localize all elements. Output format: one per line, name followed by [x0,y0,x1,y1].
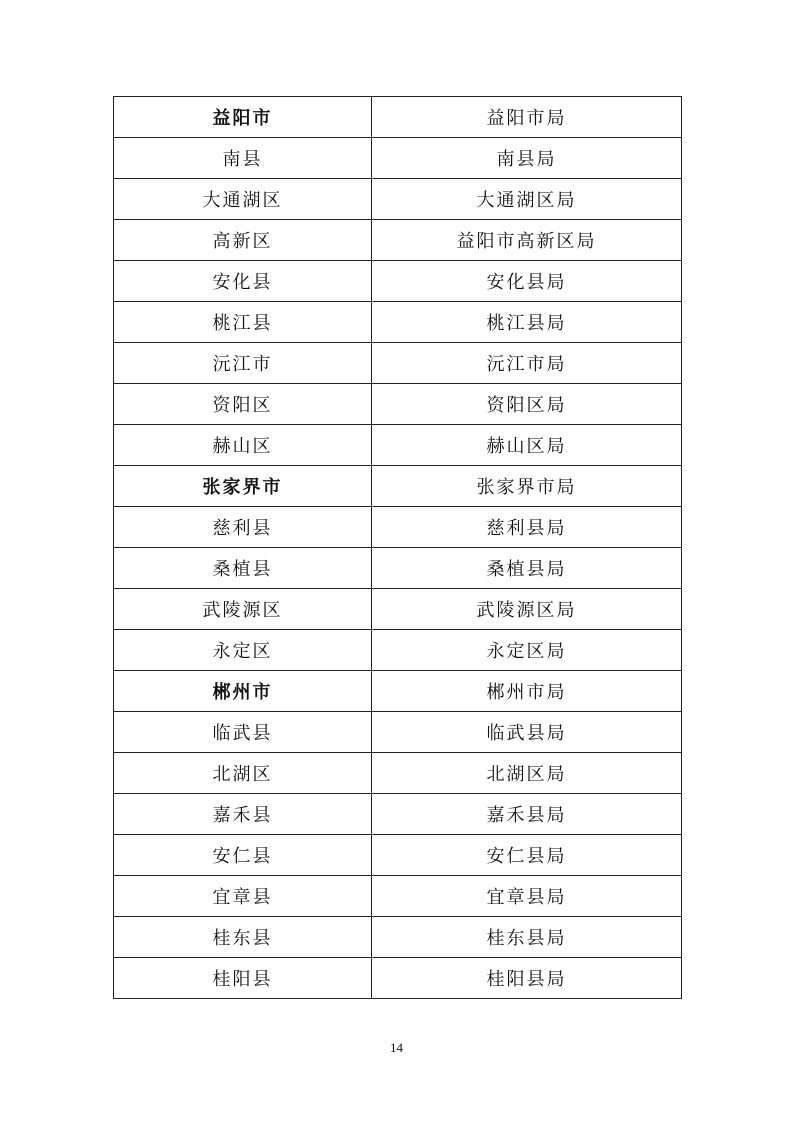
office-name-cell: 沅江市局 [372,343,682,384]
region-office-table [113,96,682,999]
office-name-cell: 郴州市局 [372,671,682,712]
region-name-cell: 桃江县 [114,302,372,343]
office-name-cell: 赫山区局 [372,425,682,466]
region-name-cell: 赫山区 [114,425,372,466]
office-name-cell: 嘉禾县局 [372,794,682,835]
table-row [114,466,682,507]
office-name-cell: 永定区局 [372,630,682,671]
city-name-cell: 张家界市 [114,466,372,507]
table-row [114,302,682,343]
office-name-cell: 桃江县局 [372,302,682,343]
table-row [114,671,682,712]
table-row [114,835,682,876]
office-name-cell: 桂阳县局 [372,958,682,999]
table-row [114,138,682,179]
region-name-cell: 慈利县 [114,507,372,548]
city-name-cell: 郴州市 [114,671,372,712]
table-row [114,876,682,917]
region-name-cell: 桂阳县 [114,958,372,999]
region-name-cell: 安仁县 [114,835,372,876]
office-name-cell: 北湖区局 [372,753,682,794]
office-name-cell: 资阳区局 [372,384,682,425]
region-name-cell: 高新区 [114,220,372,261]
region-name-cell: 宜章县 [114,876,372,917]
region-name-cell: 大通湖区 [114,179,372,220]
office-name-cell: 南县局 [372,138,682,179]
table-row [114,958,682,999]
office-name-cell: 宜章县局 [372,876,682,917]
table-body [114,97,682,999]
region-name-cell: 安化县 [114,261,372,302]
region-name-cell: 沅江市 [114,343,372,384]
table-row [114,794,682,835]
region-name-cell: 永定区 [114,630,372,671]
table-row [114,220,682,261]
table-row [114,97,682,138]
region-name-cell: 临武县 [114,712,372,753]
region-name-cell: 资阳区 [114,384,372,425]
office-name-cell: 安化县局 [372,261,682,302]
region-name-cell: 北湖区 [114,753,372,794]
page-number: 14 [390,1040,403,1055]
table-row [114,548,682,589]
table-row [114,507,682,548]
region-name-cell: 桑植县 [114,548,372,589]
table-row [114,753,682,794]
table-row [114,712,682,753]
office-name-cell: 大通湖区局 [372,179,682,220]
office-name-cell: 桂东县局 [372,917,682,958]
region-name-cell: 武陵源区 [114,589,372,630]
office-name-cell: 张家界市局 [372,466,682,507]
city-name-cell: 益阳市 [114,97,372,138]
region-name-cell: 嘉禾县 [114,794,372,835]
region-name-cell: 南县 [114,138,372,179]
office-name-cell: 武陵源区局 [372,589,682,630]
table-row [114,425,682,466]
table-row [114,384,682,425]
table-row [114,917,682,958]
table-row [114,630,682,671]
table-row [114,589,682,630]
office-name-cell: 慈利县局 [372,507,682,548]
office-name-cell: 益阳市高新区局 [372,220,682,261]
region-name-cell: 桂东县 [114,917,372,958]
office-name-cell: 益阳市局 [372,97,682,138]
office-name-cell: 临武县局 [372,712,682,753]
office-name-cell: 桑植县局 [372,548,682,589]
office-name-cell: 安仁县局 [372,835,682,876]
table-row [114,179,682,220]
table-row [114,343,682,384]
table-row [114,261,682,302]
